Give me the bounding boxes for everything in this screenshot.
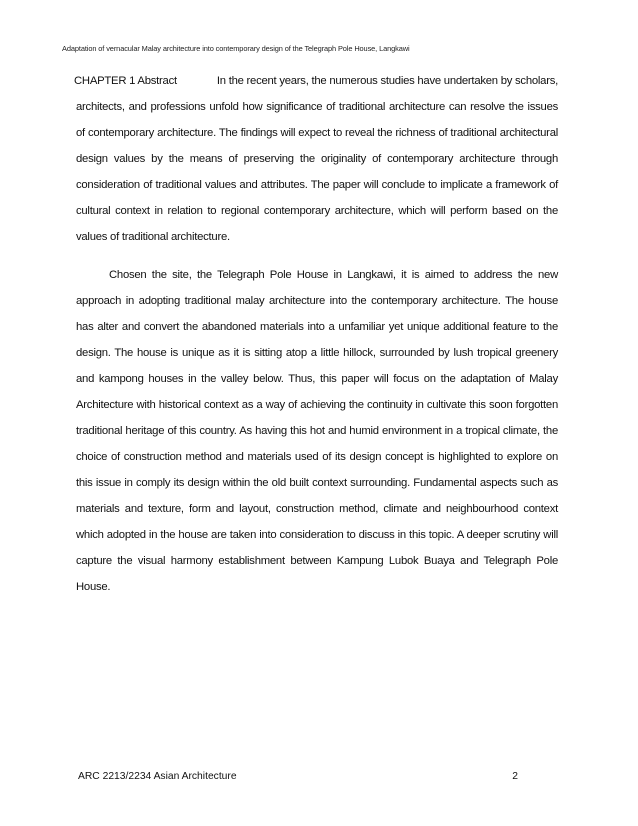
document-body <box>76 68 558 600</box>
abstract-paragraph-text: In the recent years, the numerous studies have undertaken by scholars, architects, and professions unfold how significance of traditional architecture can resolve the issues of contemporary architecture. The findings will expect to reveal the richness of traditional architectural design values by the means of preserving the originality of contemporary architecture through consideration of traditional values and attributes. The paper will conclude to implicate a framework of cultural context in relation to regional contemporary architecture, which will perform based on the values of traditional architecture. <box>76 75 558 243</box>
site-paragraph: Chosen the site, the Telegraph Pole House in Langkawi, it is aimed to address the new approach in adopting traditional malay architecture into the contemporary architecture. The house has alter and convert the abandoned materials into a unfamiliar yet unique additional feature to the design. The house is unique as it is sitting atop a little hillock, surrounded by lush tropical greenery and kampong houses in the valley below. Thus, this paper will focus on the adaptation of Malay Architecture with historical context as a way of achieving the continuity in cultivate this soon forgotten traditional heritage of this country. As having this hot and humid environment in a tropical climate, the choice of construction method and materials used of its design concept is highlighted to explore on this issue in comply its design within the old built context surrounding. Fundamental aspects such as materials and texture, form and layout, construction method, climate and neighbourhood context which adopted in the house are taken into consideration to discuss in this topic. A deeper scrutiny will capture the visual harmony establishment between Kampung Lubok Buaya and Telegraph Pole House. <box>76 269 558 593</box>
abstract-paragraph <box>76 68 558 250</box>
running-header-title: Adaptation of vernacular Malay architecture into contemporary design of the Telegraph Pole House, Langkawi <box>62 44 410 53</box>
footer-course-title: ARC 2213/2234 Asian Architecture <box>78 771 237 782</box>
page-number: 2 <box>512 771 518 782</box>
chapter-label: CHAPTER 1 Abstract <box>74 75 177 87</box>
